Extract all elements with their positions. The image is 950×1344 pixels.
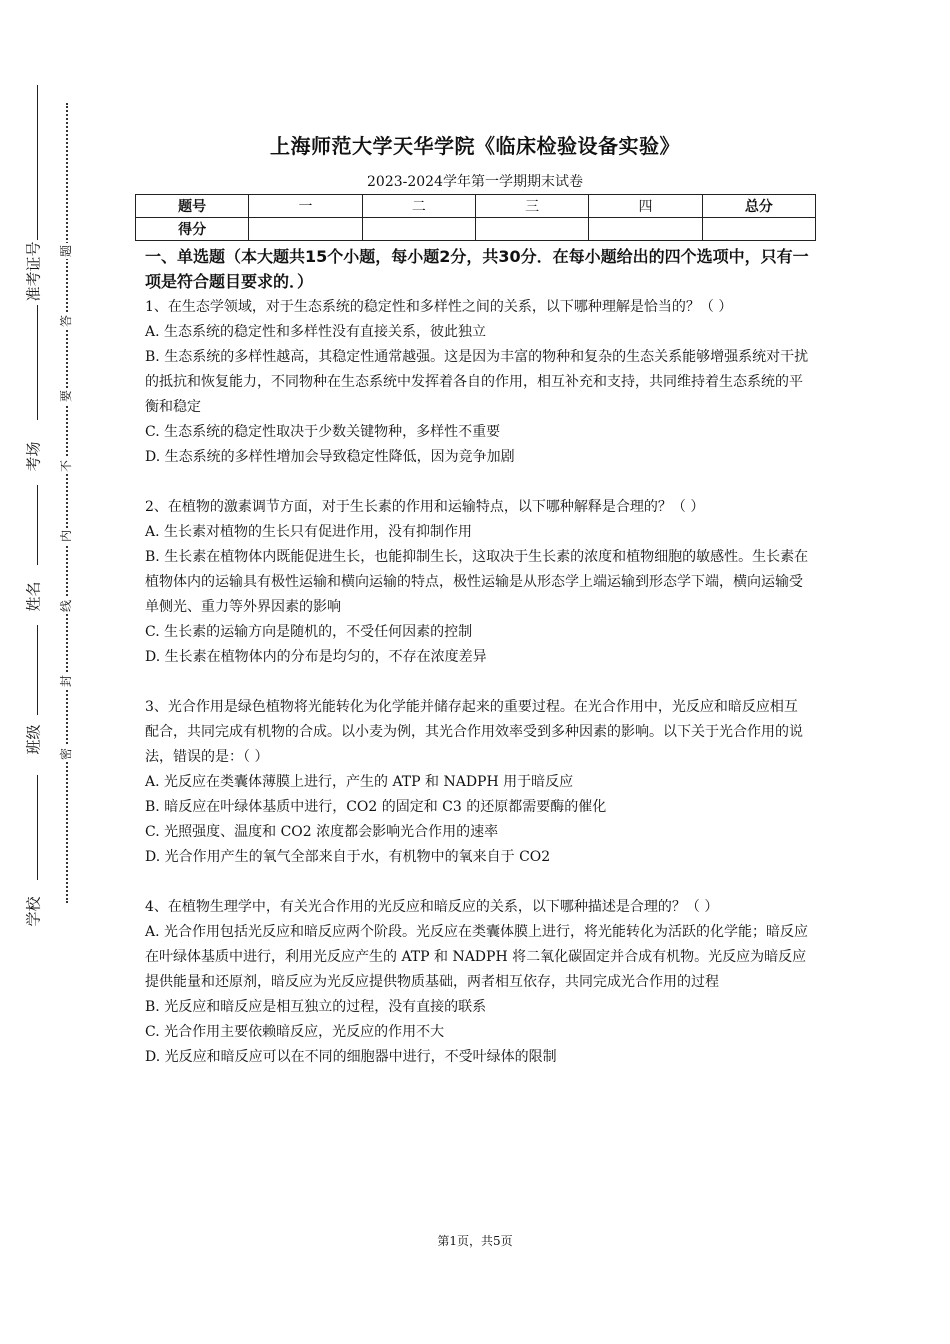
score-header-cell: 一 (249, 195, 362, 218)
option-d: D. 生长素在植物体内的分布是均匀的，不存在浓度差异 (145, 649, 487, 665)
score-cell[interactable] (249, 218, 362, 241)
question-3 (145, 695, 810, 870)
exam-title: 上海师范大学天华学院《临床检验设备实验》 (270, 134, 680, 158)
option-d: D. 光反应和暗反应可以在不同的细胞器中进行，不受叶绿体的限制 (145, 1049, 557, 1065)
score-header-cell: 三 (475, 195, 588, 218)
question-stem: 2、在植物的激素调节方面，对于生长素的作用和运输特点，以下哪种解释是合理的？（ ） (145, 499, 705, 515)
question-stem: 4、在植物生理学中，有关光合作用的光反应和暗反应的关系，以下哪种描述是合理的？（ ） (145, 899, 719, 915)
field-line-class (37, 625, 38, 715)
option-d: D. 光合作用产生的氧气全部来自于水，有机物中的氧来自于 CO2 (145, 849, 551, 865)
question-4 (145, 895, 810, 1070)
seal-char: 内 (59, 530, 73, 543)
option-a: A. 光反应在类囊体薄膜上进行，产生的 ATP 和 NADPH 用于暗反应 (145, 774, 574, 790)
option-b: B. 光反应和暗反应是相互独立的过程，没有直接的联系 (145, 999, 487, 1015)
score-table-header-row (136, 195, 816, 218)
question-list (145, 295, 810, 1070)
option-c: C. 生长素的运输方向是随机的，不受任何因素的控制 (145, 624, 473, 640)
section-heading: 一、单选题（本大题共15个小题，每小题2分，共30分．在每小题给出的四个选项中，只有一项是符合题目要求的．） (145, 247, 809, 291)
option-b: B. 生长素在植物体内既能促进生长，也能抑制生长，这取决于生长素的浓度和植物细胞的敏感性。生长素在植物体内的运输具有极性运输和横向运输的特点，极性运输是从形态学上端运输到形态学下端，横向运输受单侧光、重力等外界因素的影响 (145, 549, 809, 615)
field-label-exam-number: 准考证号 (24, 241, 43, 302)
option-b: B. 生态系统的多样性越高，其稳定性通常越强。这是因为丰富的物种和复杂的生态关系能够增强系统对干扰的抵抗和恢复能力，不同物种在生态系统中发挥着各自的作用，相互补充和支持，共同维持着生态系统的平衡和稳定 (145, 349, 809, 415)
score-cell[interactable] (702, 218, 815, 241)
score-table-score-row (136, 218, 816, 241)
field-label-name: 姓名 (24, 581, 43, 612)
option-c: C. 光照强度、温度和 CO2 浓度都会影响光合作用的速率 (145, 824, 499, 840)
exam-subtitle: 2023-2024学年第一学期期末试卷 (367, 174, 583, 190)
seal-char: 密 (59, 748, 73, 761)
field-line-school (37, 775, 38, 880)
score-row-label: 得分 (136, 218, 249, 241)
field-label-class: 班级 (24, 724, 43, 755)
score-header-cell: 二 (362, 195, 475, 218)
seal-char: 不 (59, 460, 73, 473)
seal-char: 要 (59, 390, 73, 403)
seal-char: 题 (59, 245, 73, 258)
seal-char: 封 (59, 675, 73, 688)
option-c: C. 光合作用主要依赖暗反应，光反应的作用不大 (145, 1024, 445, 1040)
question-stem: 3、光合作用是绿色植物将光能转化为化学能并储存起来的重要过程。在光合作用中，光反应和暗反应相互配合，共同完成有机物的合成。以小麦为例，其光合作用效率受到多种因素的影响。以下关于光合作用的说法，错误的是：（ ） (145, 699, 803, 765)
option-d: D. 生态系统的多样性增加会导致稳定性降低，因为竞争加剧 (145, 449, 515, 465)
field-line-exam-number (37, 85, 38, 240)
question-2 (145, 495, 810, 670)
score-table (135, 194, 816, 241)
question-stem: 1、在生态学领域，对于生态系统的稳定性和多样性之间的关系，以下哪种理解是恰当的？（ ） (145, 299, 733, 315)
field-line-exam-room (37, 305, 38, 420)
option-a: A. 生态系统的稳定性和多样性没有直接关系，彼此独立 (145, 324, 487, 340)
binding-margin (0, 0, 110, 1344)
field-label-exam-room: 考场 (24, 441, 43, 472)
option-c: C. 生态系统的稳定性取决于少数关键物种，多样性不重要 (145, 424, 501, 440)
page-footer: 第1页，共5页 (437, 1234, 513, 1248)
seal-char: 答 (59, 315, 73, 328)
question-1 (145, 295, 810, 470)
option-b: B. 暗反应在叶绿体基质中进行，CO2 的固定和 C3 的还原都需要酶的催化 (145, 799, 607, 815)
field-label-school: 学校 (24, 896, 43, 927)
field-line-name (37, 485, 38, 565)
seal-char: 线 (59, 600, 73, 613)
score-cell[interactable] (362, 218, 475, 241)
seal-dotted-line (66, 103, 68, 903)
score-header-cell: 四 (589, 195, 702, 218)
option-a: A. 生长素对植物的生长只有促进作用，没有抑制作用 (145, 524, 473, 540)
score-header-cell: 题号 (136, 195, 249, 218)
option-a: A. 光合作用包括光反应和暗反应两个阶段。光反应在类囊体膜上进行，将光能转化为活跃的化学能；暗反应在叶绿体基质中进行，利用光反应产生的 ATP 和 NADPH 将二氧化碳固定并合成有机物。光反应为暗反应提供能量和还原剂，暗反应为光反应提供物质基础，两者相互依存，共同完成光合作用的过程 (145, 924, 809, 990)
score-header-cell: 总分 (702, 195, 815, 218)
score-cell[interactable] (589, 218, 702, 241)
score-cell[interactable] (475, 218, 588, 241)
